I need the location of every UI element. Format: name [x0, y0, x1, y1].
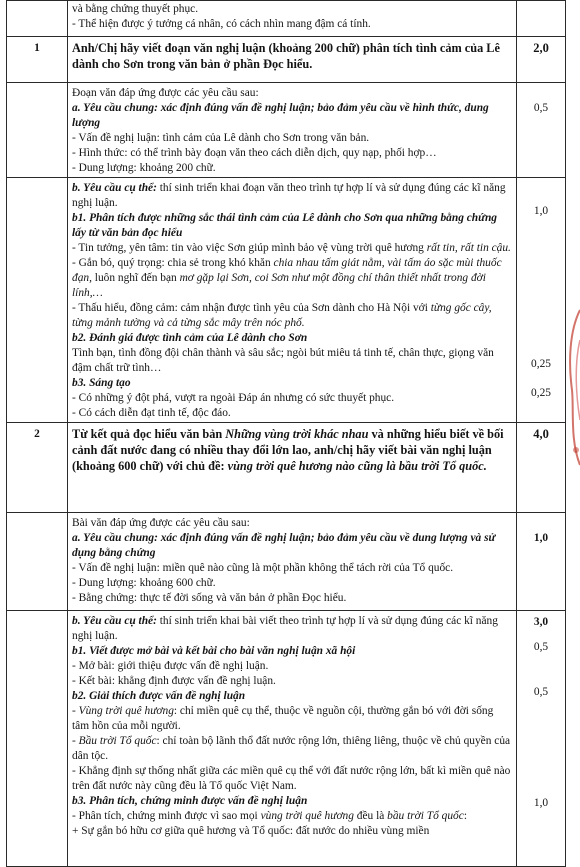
- text-line: - Thấu hiểu, đồng cảm: cảm nhận được tình yêu của Sơn dành cho Hà Nội với: [72, 302, 431, 314]
- content-cell: [68, 1, 517, 37]
- requirement-heading: a. Yêu cầu chung: xác định đúng vấn đề nghị luận; bảo đảm yêu cầu về hình thức, dung lượng: [72, 102, 489, 129]
- intro-text: Đoạn văn đáp ứng được các yêu cầu sau:: [72, 87, 259, 99]
- text-line: - Có cách diễn đạt tinh tế, độc đáo.: [72, 407, 231, 419]
- subsection-heading: b3. Phân tích, chứng minh được vấn đề nghị luận: [72, 795, 308, 807]
- text-line: - Dung lượng: khoảng 600 chữ.: [72, 577, 216, 589]
- term-text: - Bầu trời Tổ quốc: [72, 735, 157, 747]
- answer-key-table: [6, 0, 566, 867]
- quote-text: mơ gặp lại Sơn, coi Sơn như một đồng chí thân thiết nhất trong đời lính,…: [72, 272, 486, 299]
- table-row: [7, 611, 566, 867]
- text-line: và bằng chứng thuyết phục.: [72, 3, 199, 15]
- score-cell: [517, 178, 566, 423]
- text-line: - Dung lượng: khoảng 200 chữ.: [72, 162, 216, 174]
- topic-text: vùng trời quê hương nào cũng là bầu trời Tổ quốc.: [227, 459, 487, 473]
- text-line: - Thể hiện được ý tưởng cá nhân, có cách nhìn mang đậm cá tính.: [72, 18, 371, 30]
- text-line: luôn nghĩ đến bạn: [91, 272, 180, 284]
- question-number: 2: [7, 423, 68, 513]
- score-cell: 1,0: [517, 513, 566, 611]
- score-b2: 0,5: [533, 686, 549, 698]
- score-b1: 1,0: [533, 205, 549, 217]
- text-line: thí sinh triển khai bài viết theo trình tự hợp lí và sử dụng đúng các kĩ năng nghị luận.: [72, 615, 498, 642]
- score-cell: [517, 611, 566, 867]
- question-score: 2,0: [517, 37, 566, 83]
- quote-text: từng gốc cây, từng mảnh tường và cả từng sắc mây trên nóc phố.: [72, 302, 492, 329]
- score-b1: 0,5: [533, 641, 549, 653]
- subsection-heading: b2. Giải thích được vấn đề nghị luận: [72, 690, 246, 702]
- text-line: Tình bạn, tình đồng đội chân thành và sâu sắc; ngòi bút miêu tả tinh tế, chân thực, giọng văn đậm chất trữ tình…: [72, 347, 494, 374]
- score-cell: [517, 1, 566, 37]
- subsection-heading: b2. Đánh giá được tình cảm của Lê dành cho Sơn: [72, 332, 308, 344]
- table-row: [7, 178, 566, 423]
- score-b2: 0,25: [531, 358, 551, 370]
- text-line: : chỉ toàn bộ lãnh thổ đất nước rộng lớn, thiêng liêng, thuộc về chủ quyền của dân tộc.: [72, 735, 511, 762]
- question-number: 1: [7, 37, 68, 83]
- text-line: - Gắn bó, quý trọng: chia sẻ trong khó khăn: [72, 257, 274, 269]
- text-line: - Mở bài: giới thiệu được vấn đề nghị luận.: [72, 660, 269, 672]
- subsection-heading: b3. Sáng tạo: [72, 377, 131, 389]
- question-text: Từ kết quả đọc hiểu văn bản Những vùng trời khác nhau và những hiểu biết về bối cảnh đất nước đang có nhiều thay đổi lớn lao, anh/chị hãy viết bài văn nghị luận (khoảng 600 chữ) với chủ đề: vùng trời quê hương nào cũng là bầu trời Tổ quốc.: [68, 423, 517, 513]
- question-score: 4,0: [517, 423, 566, 513]
- quote-text: rất tin, rất tin cậu.: [426, 242, 511, 254]
- text-line: - Bằng chứng: thực tế đời sống và văn bản ở phần Đọc hiểu.: [72, 592, 347, 604]
- text-line: - Tin tưởng, yên tâm: tin vào việc Sơn giúp mình bảo vệ vùng trời quê hương: [72, 242, 427, 254]
- table-row: [7, 83, 566, 178]
- score-b: 3,0: [533, 616, 549, 628]
- subsection-heading: b1. Viết được mở bài và kết bài cho bài văn nghị luận xã hội: [72, 645, 356, 657]
- score-b3: 1,0: [533, 797, 549, 809]
- quote-text: chia nhau tấm giát nằm, vài tấm áo sặc mùi thuốc đạn,: [72, 257, 502, 284]
- red-stamp-fragment: [566, 300, 580, 470]
- text-line: - Kết bài: khẳng định được vấn đề nghị luận.: [72, 675, 276, 687]
- content-cell: b. Yêu cầu cụ thể: thí sinh triển khai bài viết theo trình tự hợp lí và sử dụng đúng các kĩ năng nghị luận. b1. Viết được mở bài và kết bài cho bài văn nghị luận xã hội - Mở bài: giới thiệu được vấn đề nghị luận. - Kết bài: khẳng định được vấn đề nghị luận. b2. Giải thích được vấn đề nghị luận - Vùng trời quê hương: chỉ miền quê cụ thể, thuộc về nguồn cội, thường gắn bó với đời sống tâm hồn của mỗi người. - Bầu trời Tổ quốc: chỉ toàn bộ lãnh thổ đất nước rộng lớn, thiêng liêng, thuộc về chủ quyền của dân tộc. - Khẳng định sự thống nhất giữa các miền quê cụ thể với đất nước rộng lớn, bất kì miền quê nào trên đất nước này cũng đều là Tổ quốc Việt Nam. b3. Phân tích, chứng minh được vấn đề nghị luận - Phân tích, chứng minh được vì sao mọi vùng trời quê hương đều là bầu trời Tổ quốc: + Sự gắn bó hữu cơ giữa quê hương và Tổ quốc: đất nước do nhiều vùng miền: [68, 611, 517, 867]
- work-title: Những vùng trời khác nhau: [225, 427, 369, 441]
- row-number-cell: [7, 1, 68, 37]
- subsection-heading: b1. Phân tích được những sắc thái tình cảm của Lê dành cho Sơn qua những bằng chứng lấy từ văn bản đọc hiểu: [72, 212, 498, 239]
- term-text: - Vùng trời quê hương: [72, 705, 174, 717]
- score-cell: 0,5: [517, 83, 566, 178]
- requirement-heading: a. Yêu cầu chung: xác định đúng vấn đề nghị luận; bảo đảm yêu cầu về dung lượng và sử dụng bằng chứng: [72, 532, 496, 559]
- table-row: [7, 1, 566, 37]
- content-cell: [68, 83, 517, 178]
- requirement-heading: b. Yêu cầu cụ thể:: [72, 182, 157, 194]
- text-line: : chỉ miền quê cụ thể, thuộc về nguồn cội, thường gắn bó với đời sống tâm hồn của mỗi người.: [72, 705, 494, 732]
- table-row: [7, 37, 566, 83]
- stamp-graphic: [566, 300, 580, 470]
- content-cell: [68, 513, 517, 611]
- text-line: thí sinh triển khai đoạn văn theo trình tự hợp lí và sử dụng đúng các kĩ năng nghị luận.: [72, 182, 506, 209]
- question-text: Anh/Chị hãy viết đoạn văn nghị luận (khoảng 200 chữ) phân tích tình cảm của Lê dành cho Sơn trong văn bản ở phần Đọc hiểu.: [68, 37, 517, 83]
- text-line: - Vấn đề nghị luận: miền quê nào cũng là một phần không thể tách rời của Tổ quốc.: [72, 562, 454, 574]
- intro-text: Bài văn đáp ứng được các yêu cầu sau:: [72, 517, 250, 529]
- text-line: - Khẳng định sự thống nhất giữa các miền quê cụ thể với đất nước rộng lớn, bất kì miền quê nào trên đất nước này cũng đều là Tổ quốc Việt Nam.: [72, 765, 511, 792]
- table-row: [7, 423, 566, 513]
- table-row: [7, 513, 566, 611]
- score-b3: 0,25: [531, 387, 551, 399]
- requirement-heading: b. Yêu cầu cụ thể:: [72, 615, 157, 627]
- text-line: - Hình thức: có thể trình bày đoạn văn theo cách diễn dịch, quy nạp, phối hợp…: [72, 147, 437, 159]
- text-line: + Sự gắn bó hữu cơ giữa quê hương và Tổ quốc: đất nước do nhiều vùng miền: [72, 825, 430, 837]
- text-line: - Vấn đề nghị luận: tình cảm của Lê dành cho Sơn trong văn bản.: [72, 132, 370, 144]
- content-cell: [68, 178, 517, 423]
- text-line: - Có những ý đột phá, vượt ra ngoài Đáp án nhưng có sức thuyết phục.: [72, 392, 395, 404]
